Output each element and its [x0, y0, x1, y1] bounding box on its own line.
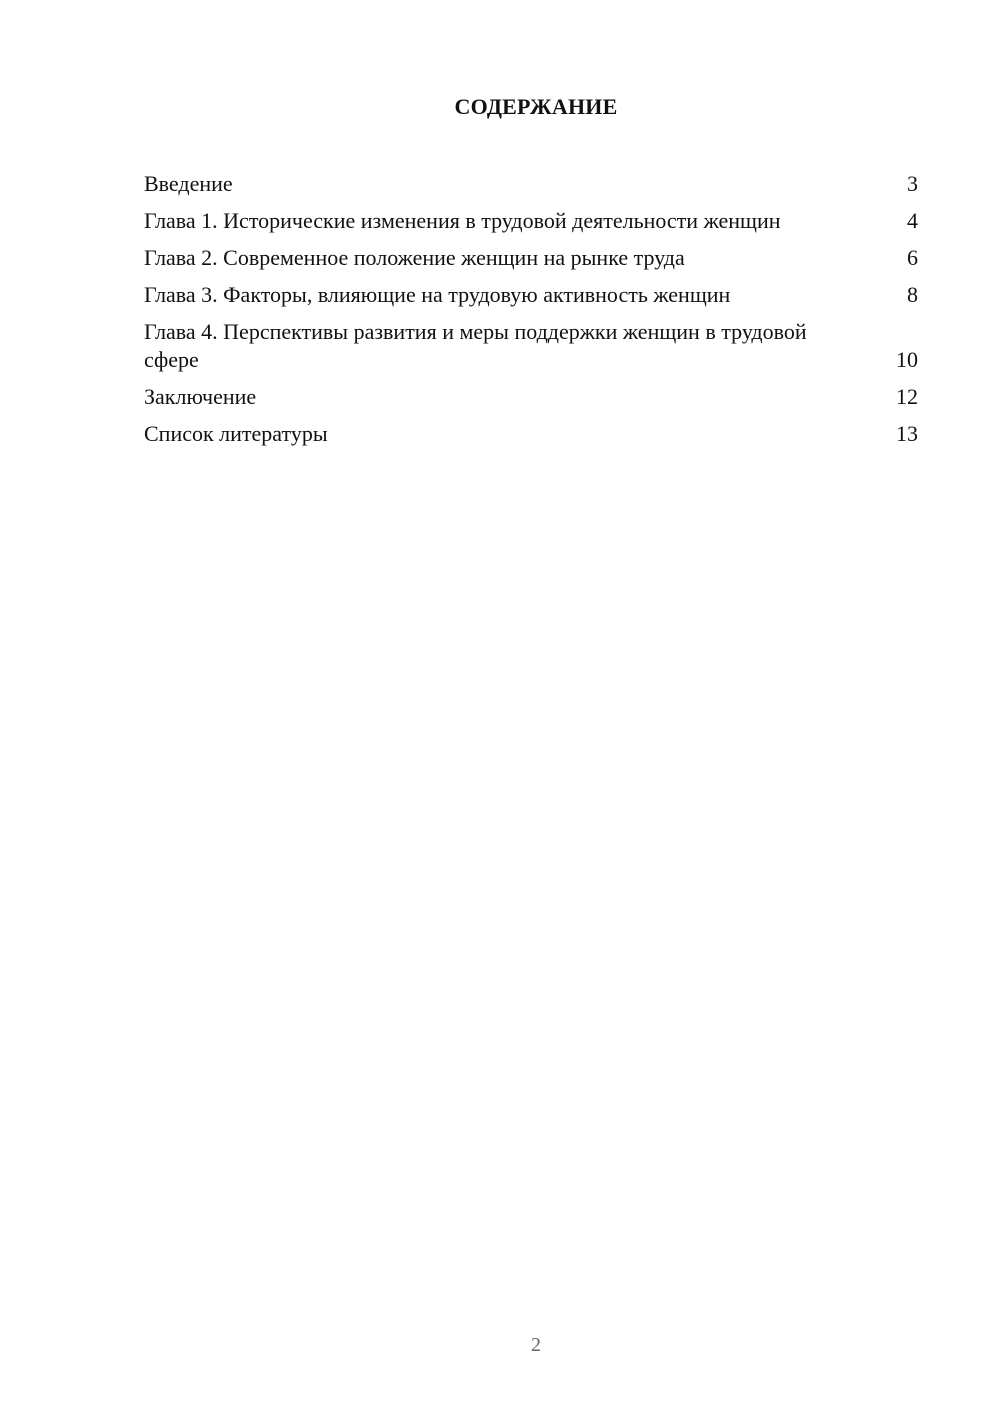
toc-entry-chapter-2	[144, 244, 918, 272]
toc-entry-title: Глава 1. Исторические изменения в трудовой деятельности женщин	[144, 208, 781, 233]
toc-entry-chapter-3	[144, 281, 918, 309]
toc-entry-page: 12	[896, 384, 918, 409]
toc-entry-page: 13	[896, 421, 918, 446]
toc-entry-chapter-4	[144, 318, 918, 374]
toc-entry-title: Глава 3. Факторы, влияющие на трудовую активность женщин	[144, 282, 731, 307]
toc-entry-page: 4	[907, 208, 918, 233]
toc-entry-title: Заключение	[144, 384, 257, 409]
toc-entry-references	[144, 420, 918, 448]
toc-heading: СОДЕРЖАНИЕ	[454, 94, 618, 119]
toc-entry-conclusion	[144, 383, 918, 411]
toc-entry-chapter-1	[144, 207, 918, 235]
toc-entry-page: 3	[907, 171, 918, 196]
toc-entry-title: Введение	[144, 171, 233, 196]
toc-entry-title: Глава 2. Современное положение женщин на рынке труда	[144, 245, 685, 270]
table-of-contents	[144, 170, 918, 457]
toc-entry-title: Список литературы	[144, 421, 328, 446]
toc-entry-page: 6	[907, 245, 918, 270]
page-number: 2	[531, 1334, 541, 1356]
toc-entry-introduction	[144, 170, 918, 198]
toc-entry-page: 8	[907, 282, 918, 307]
toc-entry-page: 10	[896, 347, 918, 372]
toc-entry-title: Глава 4. Перспективы развития и меры поддержки женщин в трудовой сфере	[144, 319, 807, 372]
